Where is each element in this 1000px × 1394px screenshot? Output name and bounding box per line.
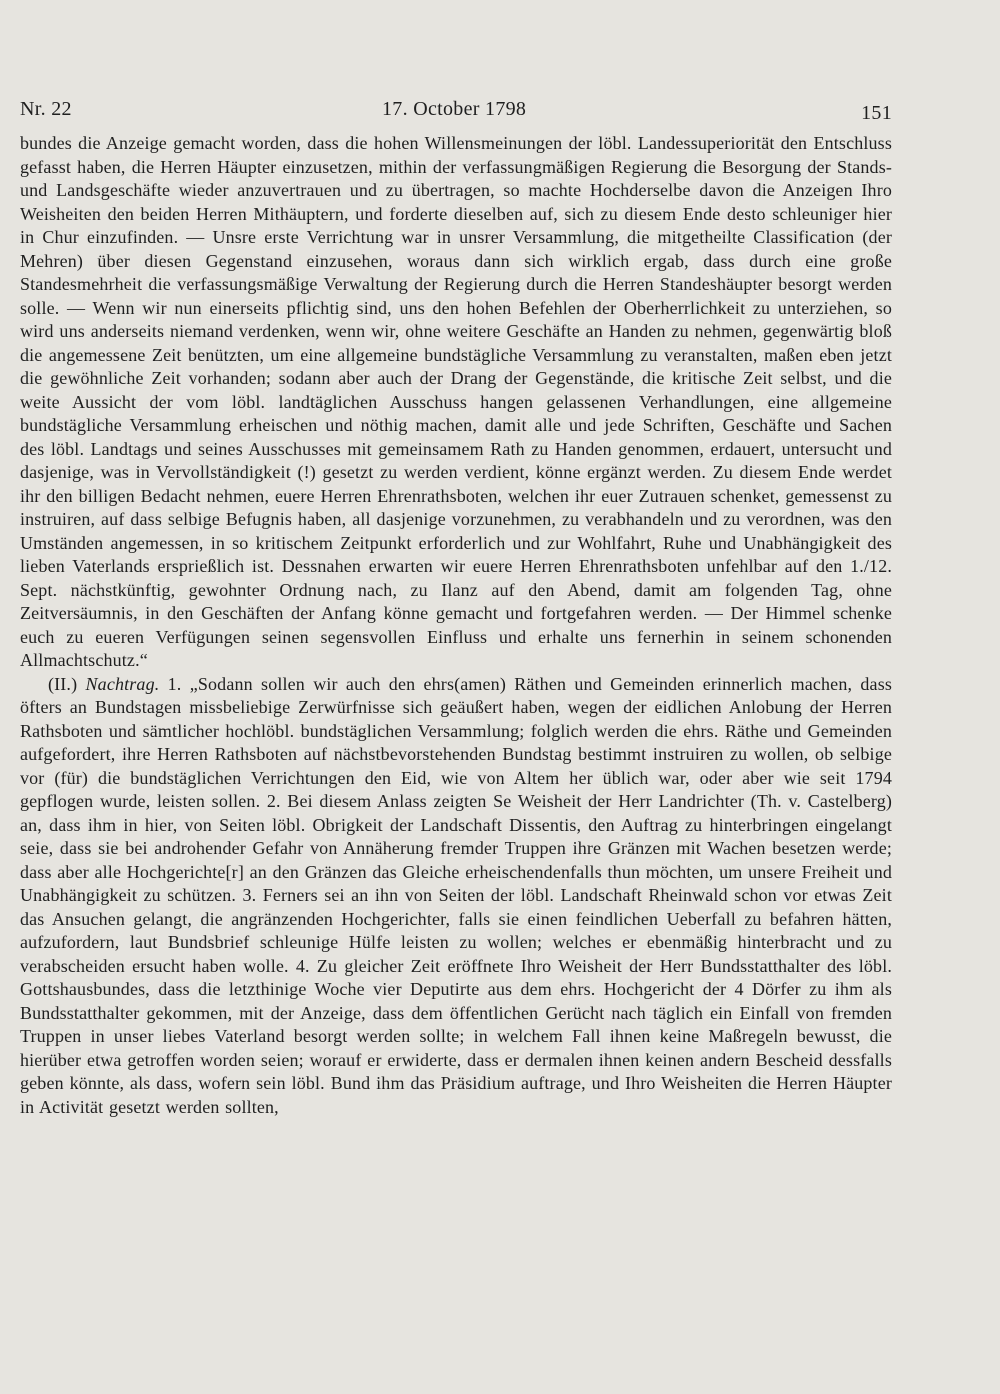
document-date: 17. October 1798 (382, 98, 527, 120)
section-number: (II.) (48, 673, 86, 694)
page-number: 151 (861, 102, 892, 124)
paragraph-nachtrag (20, 673, 892, 1120)
nachtrag-text: 1. „Sodann sollen wir auch den ehrs(amen) Räthen und Gemeinden erinnerlich machen, dass öfters an Bundstagen missbeliebige Zerwürfnisse sich geäußert haben, wegen der eidlichen Anlobung der Herren Rathsboten und sämtlicher hochlöbl. bundstäglichen Versammlung; folglich werden die ehrs. Räthe und Gemeinden aufgefordert, ihre Herren Rathsboten auf nächstbevorstehenden Bundstag bestimmt instruiren zu wollen, ob selbige vor (für) die bundstäglichen Verrichtungen den Eid, wie von Altem her üblich war, oder aber wie seit 1794 gepflogen wurde, leisten sollen. 2. Bei diesem Anlass zeigten Se Weisheit der Herr Landrichter (Th. v. Castelberg) an, dass ihm in hier, von Seiten löbl. Obrigkeit der Landschaft Dissentis, den Auftrag zu hinterbringen eingelangt seie, dass sie bei androhender Gefahr von Annäherung fremder Truppen ihre Gränzen mit Wachen besetzen werde; dass aber alle Hochgerichte[r] an den Gränzen das Gleiche erheischendenfalls thun möchten, um unsere Freiheit und Unabhängigkeit zu schützen. 3. Ferners sei an ihn von Seiten der löbl. Landschaft Rheinwald schon vor etwas Zeit das Ansuchen gelangt, die angränzenden Hochgerichter, falls sie einen feindlichen Ueberfall zu befahren hätten, aufzufordern, laut Bundsbrief schleunige Hülfe leisten zu wollen; welches er ebenmäßig hinterbracht und zu verabscheiden ersucht haben wolle. 4. Zu gleicher Zeit eröffnete Ihro Weisheit der Herr Bundsstatthalter des löbl. Gottshausbundes, dass die letzthinige Woche vier Deputirte aus dem ehrs. Hochgericht der 4 Dörfer zu ihm als Bundsstatthalter gekommen, mit der Anzeige, dass dem öffentlichen Gerücht nach täglich ein Einfall von fremden Truppen in unser liebes Vaterland besorgt werden sollte; in welchem Fall ihnen keine Maßregeln bewusst, die hierüber etwa getroffen worden seien; worauf er erwiderte, dass er dermalen ihnen keinen andern Bescheid dessfalls geben könnte, als dass, wofern sein löbl. Bund ihm das Präsidium auftrage, und Ihro Weisheiten die Herren Häupter in Activität gesetzt werden sollten, (20, 673, 892, 1117)
document-number: Nr. 22 (20, 98, 72, 120)
paragraph-letter-conclusion: bundes die Anzeige gemacht worden, dass die hohen Willensmeinungen der löbl. Landessuperiorität den Entschluss gefasst haben, die Herren Häupter einzusetzen, mithin der verfassungmäßigen Regierung die Besorgung der Stands- und Landsgeschäfte wieder anzuvertrauen und zu übertragen, so machte Hochderselbe davon die Anzeigen Ihro Weisheiten den beiden Herren Mithäuptern, und forderte dieselben auf, sich zu diesem Ende desto schleuniger hier in Chur einzufinden. — Unsre erste Verrichtung war in unsrer Versammlung, die mitgetheilte Classification (der Mehren) über diesen Gegenstand einzusehen, woraus dann sich wirklich ergab, dass durch eine große Standesmehrheit die verfassungsmäßige Verwaltung der Regierung durch die Herren Standeshäupter besorgt werden solle. — Wenn wir nun einerseits pflichtig sind, uns den hohen Befehlen der Oberherrlichkeit zu unterziehen, so wird uns anderseits niemand verdenken, wenn wir, ohne weitere Geschäfte an Handen zu nehmen, gegenwärtig bloß die angemessene Zeit benützten, um eine allgemeine bundstägliche Versammlung zu veranstalten, maßen eben jetzt die gewöhnliche Zeit vorhanden; sodann aber auch der Drang der Gegenstände, die kritische Zeit selbst, und die weite Aussicht der vom löbl. landtäglichen Ausschuss hangen gelassenen Verhandlungen, eine allgemeine bundstägliche Versammlung erheischen und nöthig machen, damit alle und jede Schriften, Geschäfte und Sachen des löbl. Landtags und seines Ausschusses mit gemeinsamem Rath zu Handen genommen, erdauert, untersucht und dasjenige, was in Vervollständigkeit (!) gesetzt zu werden verdient, könne ergänzt werden. Zu diesem Ende werdet ihr den billigen Bedacht nehmen, euere Herren Ehrenrathsboten, welchen ihr euer Zutrauen schenket, gemessenst zu instruiren, auf dass selbige Befugnis haben, all dasjenige vorzunehmen, zu verabhandeln und zu verordnen, was den Umständen angemessen, in so kritischem Zeitpunkt erforderlich und zur Wohlfahrt, Ruhe und Unabhängigkeit des lieben Vaterlands ersprießlich ist. Dessnahen erwarten wir euere Herren Ehrenrathsboten unfehlbar auf den 1./12. Sept. nächstkünftig, gewohnter Ordnung nach, zu Ilanz auf den Abend, damit am folgenden Tag, ohne Zeitversäumnis, in den Geschäften der Anfang könne gemacht und fortgefahren werden. — Der Himmel schenke euch zu eueren Verfügungen seinen segensvollen Einfluss und erhalte uns fernerhin in seinem schonenden Allmachtschutz.“ (20, 133, 892, 670)
body-text (20, 132, 892, 1119)
running-header (20, 98, 892, 128)
nachtrag-label: Nachtrag. (85, 673, 160, 694)
